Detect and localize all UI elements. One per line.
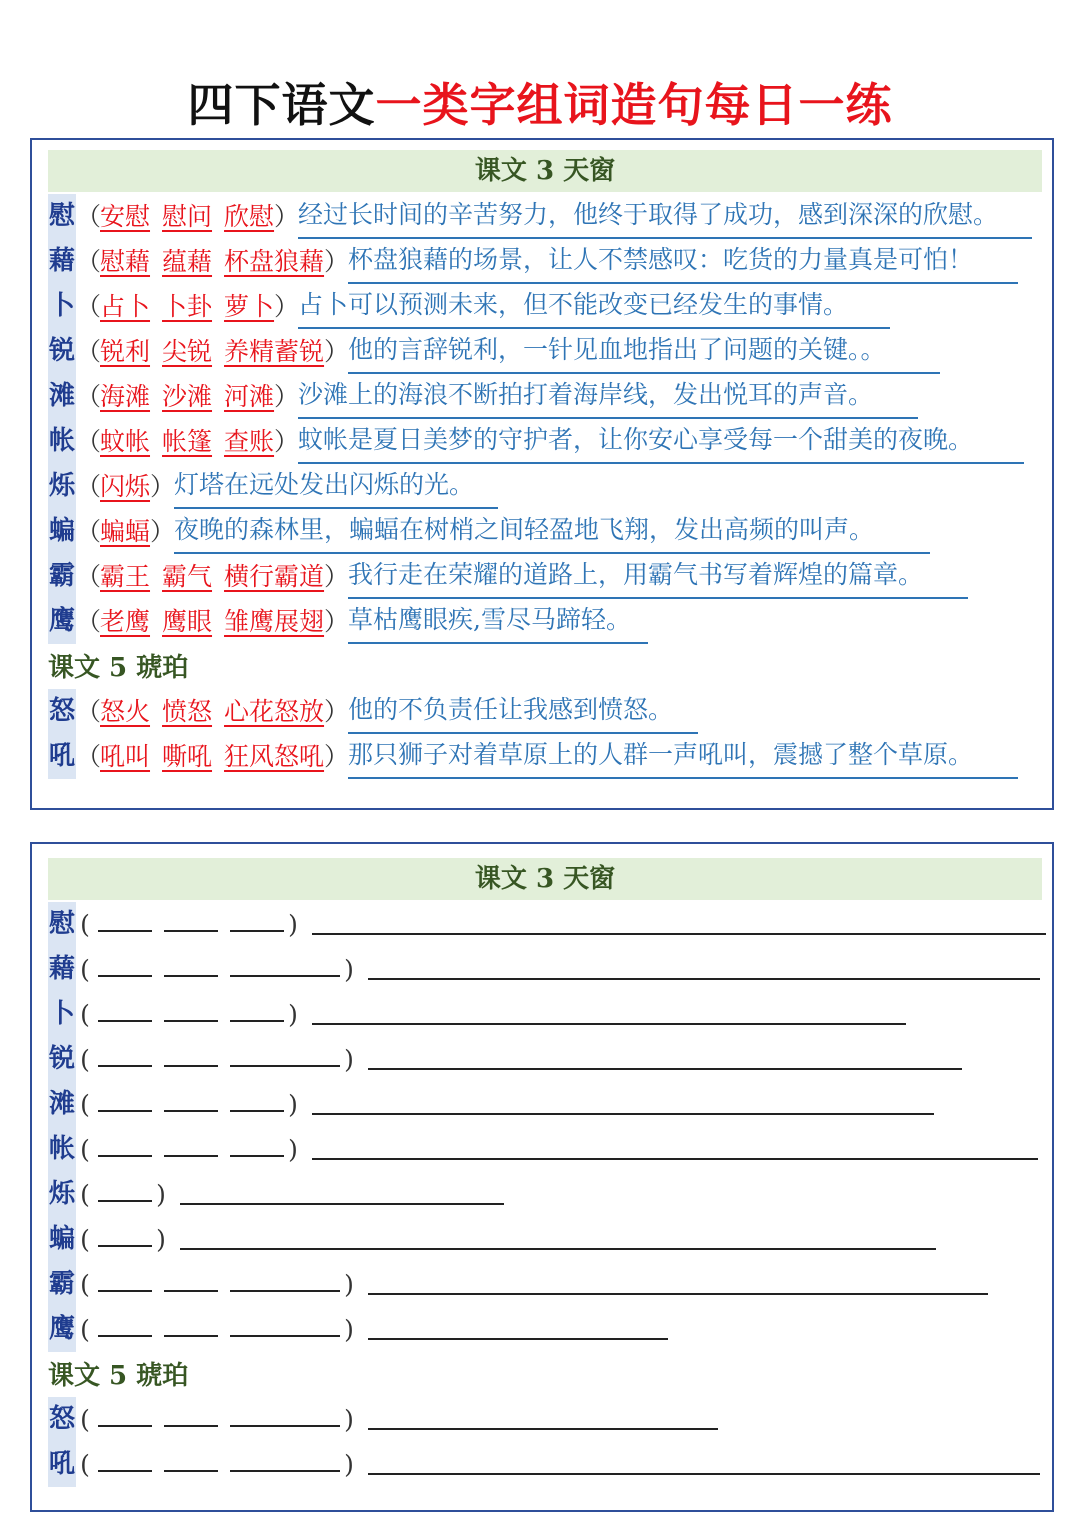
sentence-blank[interactable] bbox=[180, 1217, 936, 1250]
word: 狂风怒吼 bbox=[224, 742, 325, 771]
target-character: 卜 bbox=[48, 284, 76, 329]
target-character: 帐 bbox=[48, 1127, 76, 1172]
close-paren: ) bbox=[288, 1135, 298, 1164]
target-character: 帐 bbox=[48, 419, 76, 464]
word-blank[interactable] bbox=[164, 1262, 218, 1292]
example-sentence: 灯塔在远处发出闪烁的光。 bbox=[174, 464, 498, 509]
open-paren: （ bbox=[76, 472, 102, 501]
target-character: 慰 bbox=[48, 902, 76, 947]
word-blank[interactable] bbox=[230, 1037, 340, 1067]
answer-row bbox=[48, 239, 1042, 284]
answer-row bbox=[48, 509, 1042, 554]
sentence-blank[interactable] bbox=[368, 1307, 668, 1340]
close-paren: ） bbox=[150, 517, 176, 546]
open-paren: （ bbox=[76, 517, 102, 546]
answer-row bbox=[48, 329, 1042, 374]
word: 杯盘狼藉 bbox=[224, 247, 325, 276]
open-paren: （ bbox=[76, 292, 102, 321]
practice-row bbox=[48, 1172, 1042, 1217]
open-paren: ( bbox=[80, 1000, 90, 1029]
example-sentence: 经过长时间的辛苦努力，他终于取得了成功，感到深深的欣慰。 bbox=[298, 194, 1032, 239]
word: 河滩 bbox=[224, 382, 275, 411]
practice-row bbox=[48, 1307, 1042, 1352]
word-blank[interactable] bbox=[230, 1307, 340, 1337]
word-blank[interactable] bbox=[164, 1307, 218, 1337]
target-character: 慰 bbox=[48, 194, 76, 239]
example-sentence: 他的言辞锐利，一针见血地指出了问题的关键。。 bbox=[348, 329, 940, 374]
open-paren: ( bbox=[80, 910, 90, 939]
close-paren: ) bbox=[344, 955, 354, 984]
word-blank[interactable] bbox=[230, 947, 340, 977]
open-paren: ( bbox=[80, 955, 90, 984]
close-paren: ) bbox=[344, 1045, 354, 1074]
word-blank[interactable] bbox=[230, 1082, 284, 1112]
open-paren: ( bbox=[80, 1045, 90, 1074]
word: 海滩 bbox=[100, 382, 151, 411]
word-blank[interactable] bbox=[98, 1082, 152, 1112]
open-paren: ( bbox=[80, 1180, 90, 1209]
word-blank[interactable] bbox=[164, 1127, 218, 1157]
word-blank[interactable] bbox=[98, 1217, 152, 1247]
lesson-5-header: 课文 5 琥珀 bbox=[48, 653, 189, 683]
word-blank[interactable] bbox=[98, 1262, 152, 1292]
close-paren: ） bbox=[324, 247, 350, 276]
target-character: 锐 bbox=[48, 1037, 76, 1082]
target-character: 滩 bbox=[48, 374, 76, 419]
lesson-3-header: 课文 3 天窗 bbox=[48, 150, 1042, 192]
practice-row bbox=[48, 1127, 1042, 1172]
word: 萝卜 bbox=[224, 292, 275, 321]
word: 卜卦 bbox=[162, 292, 213, 321]
answer-row bbox=[48, 689, 1042, 734]
close-paren: ） bbox=[324, 337, 350, 366]
close-paren: ） bbox=[324, 697, 350, 726]
word-blank[interactable] bbox=[98, 992, 152, 1022]
word-blank[interactable] bbox=[230, 1397, 340, 1427]
word: 帐篷 bbox=[162, 427, 213, 456]
close-paren: ） bbox=[274, 382, 300, 411]
word-blank[interactable] bbox=[230, 1262, 340, 1292]
word: 心花怒放 bbox=[224, 697, 325, 726]
word-blank[interactable] bbox=[230, 902, 284, 932]
word: 沙滩 bbox=[162, 382, 213, 411]
target-character: 烁 bbox=[48, 464, 76, 509]
close-paren: ) bbox=[156, 1225, 166, 1254]
target-character: 藉 bbox=[48, 947, 76, 992]
open-paren: ( bbox=[80, 1090, 90, 1119]
open-paren: ( bbox=[80, 1135, 90, 1164]
example-sentence: 草枯鹰眼疾,雪尽马蹄轻。 bbox=[348, 599, 648, 644]
title-part-subject: 四下语文 bbox=[187, 78, 376, 132]
open-paren: ( bbox=[80, 1405, 90, 1434]
practice-row bbox=[48, 1442, 1042, 1487]
open-paren: （ bbox=[76, 607, 102, 636]
close-paren: ） bbox=[274, 427, 300, 456]
close-paren: ) bbox=[288, 910, 298, 939]
word: 养精蓄锐 bbox=[224, 337, 325, 366]
target-character: 滩 bbox=[48, 1082, 76, 1127]
sentence-blank[interactable] bbox=[368, 1037, 962, 1070]
target-character: 怒 bbox=[48, 1397, 76, 1442]
close-paren: ） bbox=[150, 472, 176, 501]
title-part-practice: 一类字组词造句每日一练 bbox=[375, 78, 893, 132]
word: 慰藉 bbox=[100, 247, 151, 276]
word: 愤怒 bbox=[162, 697, 213, 726]
open-paren: （ bbox=[76, 427, 102, 456]
word: 老鹰 bbox=[100, 607, 151, 636]
word: 查账 bbox=[224, 427, 275, 456]
open-paren: （ bbox=[76, 337, 102, 366]
close-paren: ） bbox=[274, 292, 300, 321]
target-character: 蝙 bbox=[48, 1217, 76, 1262]
answer-row bbox=[48, 419, 1042, 464]
open-paren: （ bbox=[76, 202, 102, 231]
open-paren: （ bbox=[76, 562, 102, 591]
word: 吼叫 bbox=[100, 742, 151, 771]
target-character: 怒 bbox=[48, 689, 76, 734]
word: 安慰 bbox=[100, 202, 151, 231]
example-sentence: 我行走在荣耀的道路上，用霸气书写着辉煌的篇章。 bbox=[348, 554, 968, 599]
word-blank[interactable] bbox=[164, 1397, 218, 1427]
close-paren: ） bbox=[324, 742, 350, 771]
close-paren: ) bbox=[156, 1180, 166, 1209]
example-sentence: 杯盘狼藉的场景，让人不禁感叹：吃货的力量真是可怕！ bbox=[348, 239, 1018, 284]
sentence-blank[interactable] bbox=[312, 1127, 1038, 1160]
word-blank[interactable] bbox=[98, 947, 152, 977]
word: 嘶吼 bbox=[162, 742, 213, 771]
word: 蝙蝠 bbox=[100, 517, 151, 546]
word-blank[interactable] bbox=[98, 1037, 152, 1067]
example-sentence: 那只狮子对着草原上的人群一声吼叫，震撼了整个草原。 bbox=[348, 734, 1018, 779]
page-title bbox=[0, 70, 1080, 140]
word-blank[interactable] bbox=[164, 992, 218, 1022]
target-character: 霸 bbox=[48, 1262, 76, 1307]
example-sentence: 他的不负责任让我感到愤怒。 bbox=[348, 689, 698, 734]
word: 尖锐 bbox=[162, 337, 213, 366]
answer-row bbox=[48, 194, 1042, 239]
answer-row bbox=[48, 599, 1042, 644]
close-paren: ） bbox=[274, 202, 300, 231]
answer-row bbox=[48, 284, 1042, 329]
word-blank[interactable] bbox=[164, 947, 218, 977]
word-blank[interactable] bbox=[98, 1397, 152, 1427]
answer-row bbox=[48, 734, 1042, 779]
word: 怒火 bbox=[100, 697, 151, 726]
close-paren: ) bbox=[344, 1405, 354, 1434]
practice-row bbox=[48, 947, 1042, 992]
word: 慰问 bbox=[162, 202, 213, 231]
practice-row bbox=[48, 1262, 1042, 1307]
sentence-blank[interactable] bbox=[368, 1397, 718, 1430]
target-character: 锐 bbox=[48, 329, 76, 374]
word: 雏鹰展翅 bbox=[224, 607, 325, 636]
sentence-blank[interactable] bbox=[312, 902, 1046, 935]
example-sentence: 占卜可以预测未来，但不能改变已经发生的事情。 bbox=[298, 284, 890, 329]
practice-panel bbox=[30, 842, 1054, 1512]
practice-row bbox=[48, 1037, 1042, 1082]
sentence-blank[interactable] bbox=[180, 1172, 504, 1205]
lesson-5-header: 课文 5 琥珀 bbox=[48, 1361, 189, 1391]
word-blank[interactable] bbox=[164, 1442, 218, 1472]
sentence-blank[interactable] bbox=[368, 1262, 988, 1295]
word-blank[interactable] bbox=[230, 1127, 284, 1157]
practice-row bbox=[48, 992, 1042, 1037]
word-blank[interactable] bbox=[98, 902, 152, 932]
word-blank[interactable] bbox=[98, 1442, 152, 1472]
close-paren: ） bbox=[324, 607, 350, 636]
close-paren: ) bbox=[344, 1270, 354, 1299]
sentence-blank[interactable] bbox=[368, 947, 1040, 980]
target-character: 鹰 bbox=[48, 599, 76, 644]
word-blank[interactable] bbox=[230, 992, 284, 1022]
word-blank[interactable] bbox=[98, 1127, 152, 1157]
target-character: 霸 bbox=[48, 554, 76, 599]
sentence-blank[interactable] bbox=[368, 1442, 1040, 1475]
word: 横行霸道 bbox=[224, 562, 325, 591]
close-paren: ) bbox=[288, 1090, 298, 1119]
word-blank[interactable] bbox=[164, 1037, 218, 1067]
answer-row bbox=[48, 374, 1042, 419]
target-character: 吼 bbox=[48, 1442, 76, 1487]
word-blank[interactable] bbox=[98, 1307, 152, 1337]
example-sentence: 蚊帐是夏日美梦的守护者，让你安心享受每一个甜美的夜晚。 bbox=[298, 419, 1024, 464]
word-blank[interactable] bbox=[230, 1442, 340, 1472]
target-character: 吼 bbox=[48, 734, 76, 779]
practice-row bbox=[48, 1217, 1042, 1262]
word-blank[interactable] bbox=[164, 1082, 218, 1112]
word: 霸气 bbox=[162, 562, 213, 591]
close-paren: ) bbox=[288, 1000, 298, 1029]
close-paren: ) bbox=[344, 1450, 354, 1479]
example-sentence: 夜晚的森林里，蝙蝠在树梢之间轻盈地飞翔，发出高频的叫声。 bbox=[174, 509, 930, 554]
target-character: 鹰 bbox=[48, 1307, 76, 1352]
word: 锐利 bbox=[100, 337, 151, 366]
word-blank[interactable] bbox=[98, 1172, 152, 1202]
open-paren: ( bbox=[80, 1450, 90, 1479]
word: 欣慰 bbox=[224, 202, 275, 231]
open-paren: ( bbox=[80, 1315, 90, 1344]
word: 闪烁 bbox=[100, 472, 151, 501]
example-sentence: 沙滩上的海浪不断拍打着海岸线，发出悦耳的声音。 bbox=[298, 374, 918, 419]
open-paren: ( bbox=[80, 1225, 90, 1254]
target-character: 卜 bbox=[48, 992, 76, 1037]
close-paren: ) bbox=[344, 1315, 354, 1344]
answer-panel bbox=[30, 138, 1054, 810]
target-character: 蝙 bbox=[48, 509, 76, 554]
practice-row bbox=[48, 1082, 1042, 1127]
target-character: 藉 bbox=[48, 239, 76, 284]
word: 占卜 bbox=[100, 292, 151, 321]
open-paren: （ bbox=[76, 382, 102, 411]
word: 鹰眼 bbox=[162, 607, 213, 636]
sentence-blank[interactable] bbox=[312, 1082, 934, 1115]
practice-row bbox=[48, 902, 1042, 947]
practice-row bbox=[48, 1397, 1042, 1442]
open-paren: （ bbox=[76, 247, 102, 276]
word: 蕴藉 bbox=[162, 247, 213, 276]
word-blank[interactable] bbox=[164, 902, 218, 932]
lesson-3-header: 课文 3 天窗 bbox=[48, 858, 1042, 900]
word: 霸王 bbox=[100, 562, 151, 591]
open-paren: （ bbox=[76, 742, 102, 771]
answer-row bbox=[48, 464, 1042, 509]
answer-row bbox=[48, 554, 1042, 599]
close-paren: ） bbox=[324, 562, 350, 591]
open-paren: ( bbox=[80, 1270, 90, 1299]
target-character: 烁 bbox=[48, 1172, 76, 1217]
word: 蚊帐 bbox=[100, 427, 151, 456]
sentence-blank[interactable] bbox=[312, 992, 906, 1025]
open-paren: （ bbox=[76, 697, 102, 726]
